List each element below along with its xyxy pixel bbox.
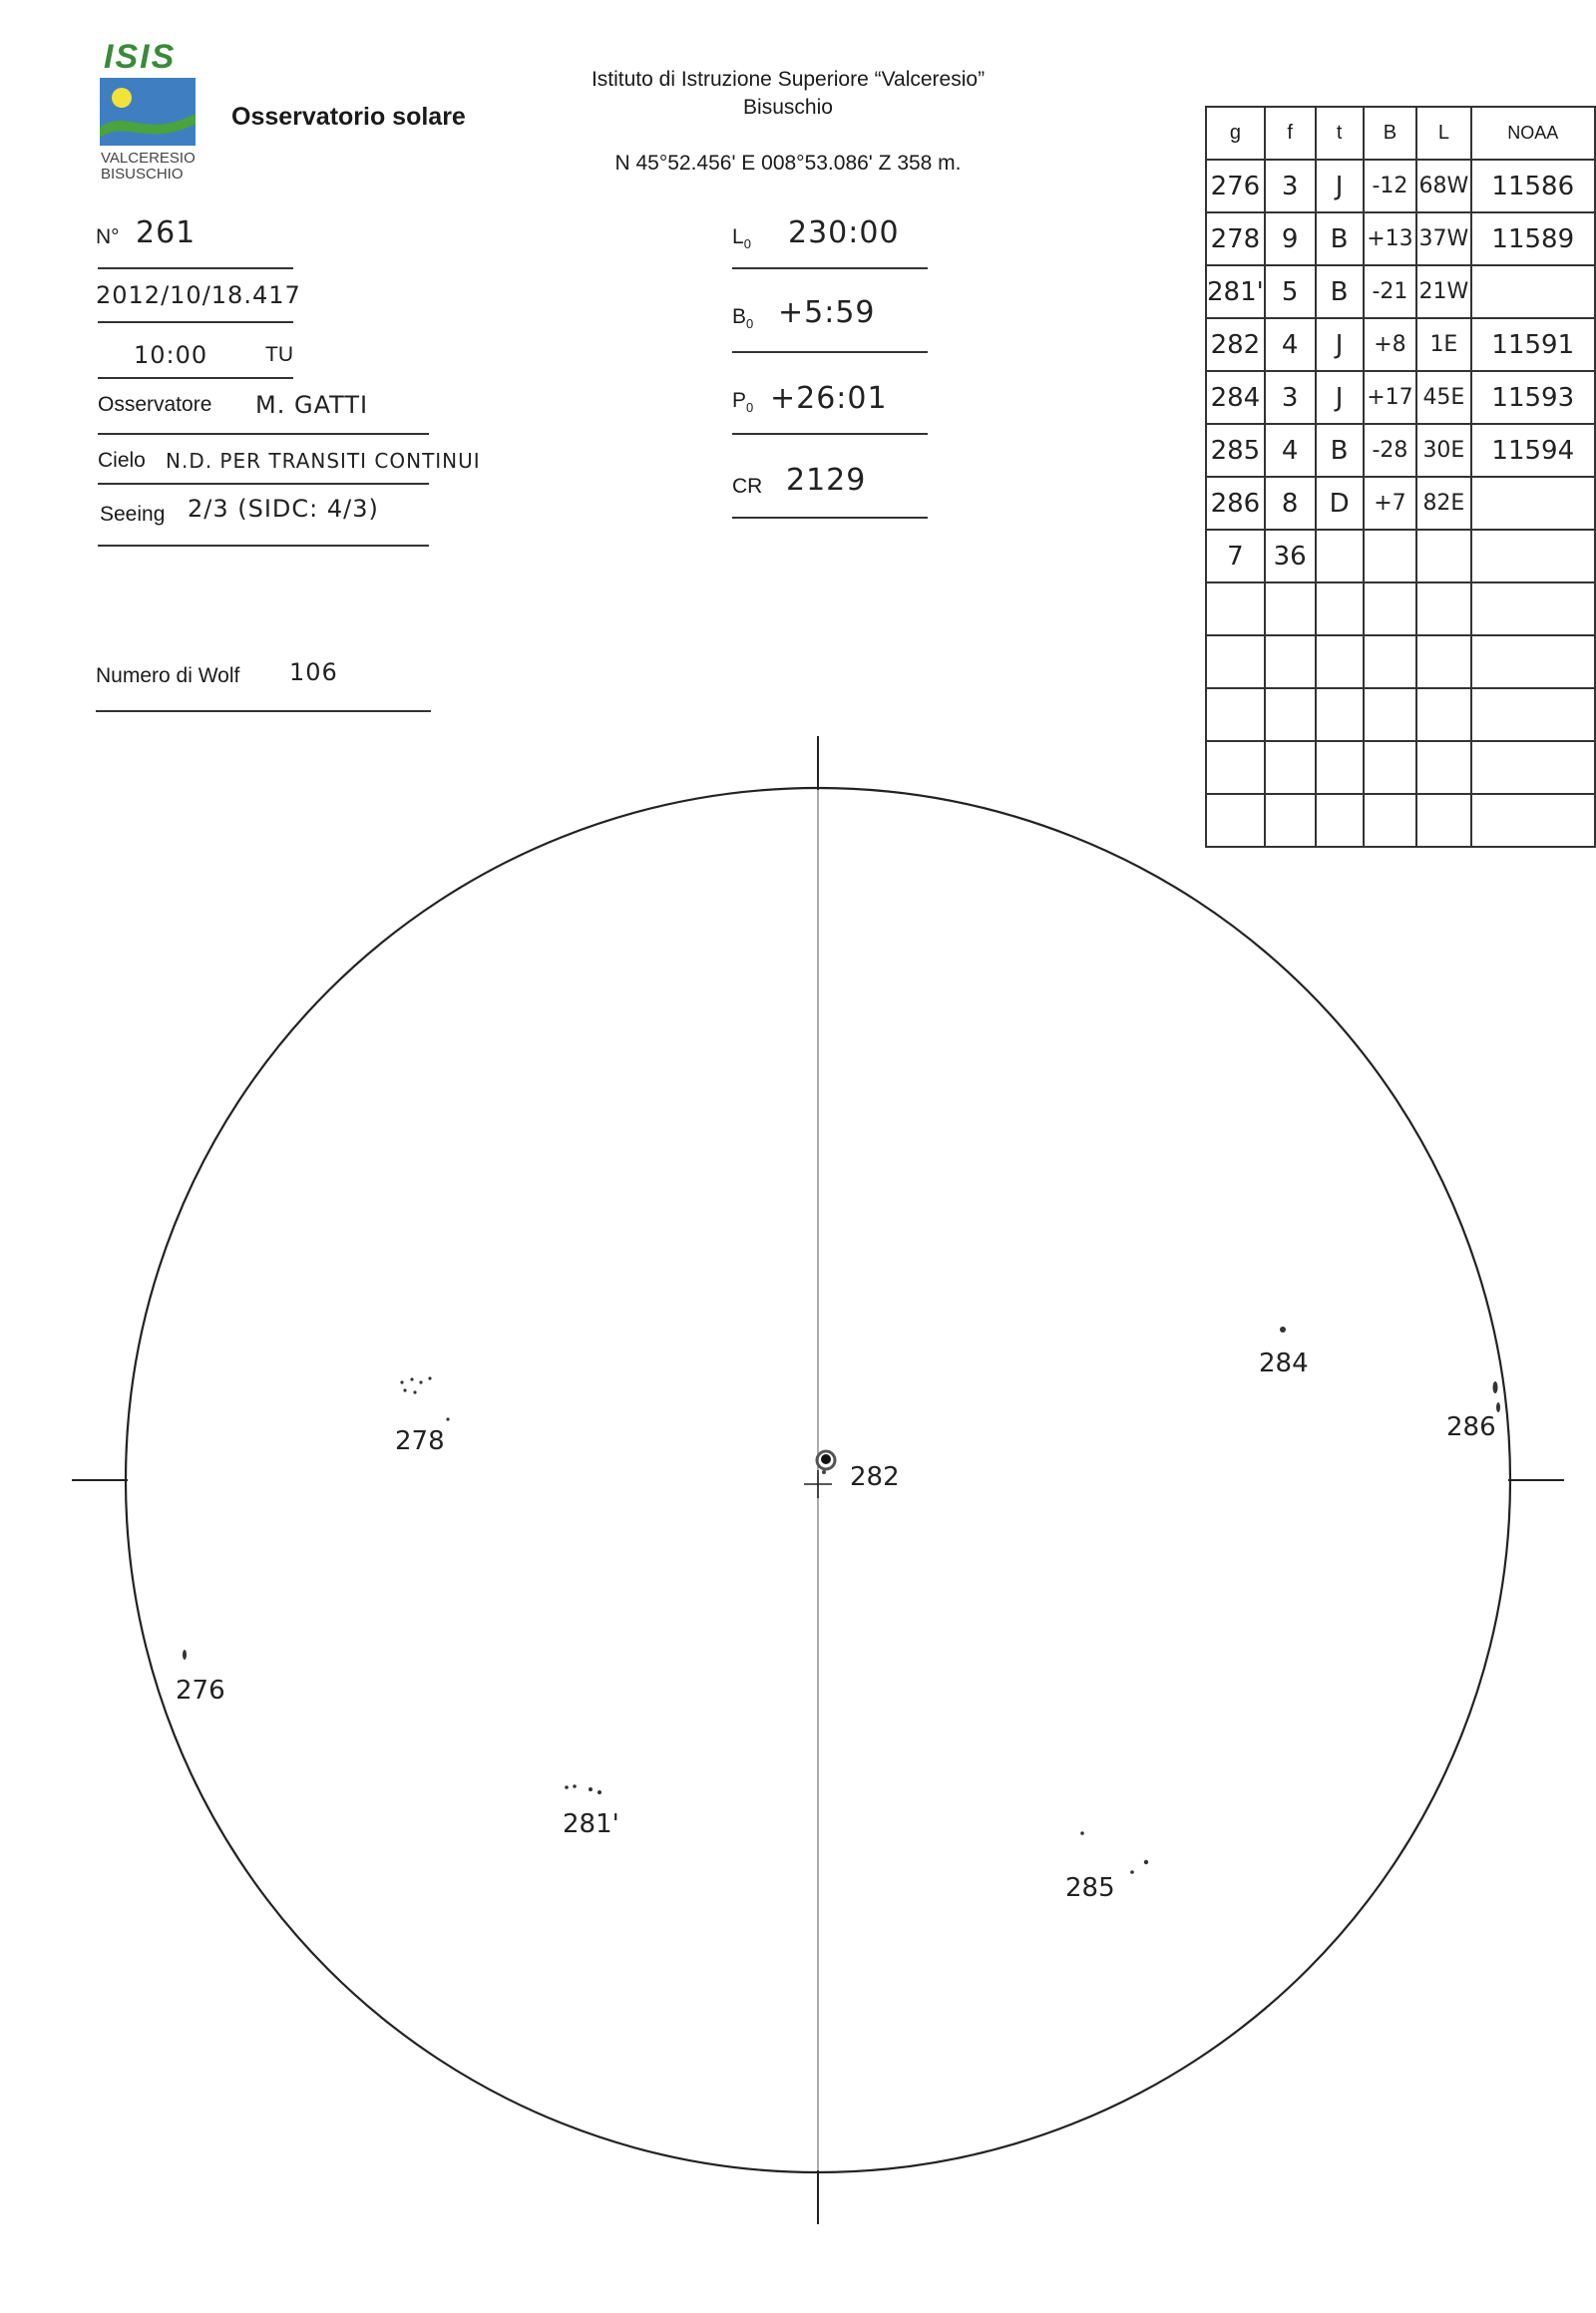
cell-t: B (1316, 265, 1364, 318)
cell-l: 30E (1416, 424, 1470, 477)
cell-b: -21 (1364, 265, 1417, 318)
cr-label: CR (732, 475, 763, 498)
disk-label-285: 285 (1065, 1873, 1115, 1903)
sunspot-group-284 (1280, 1327, 1286, 1333)
l0-label: $L_0$ (732, 225, 751, 252)
number-value: 261 (136, 215, 197, 250)
institute-name: Istituto di Istruzione Superiore “Valceresio” (591, 68, 986, 91)
cell-g: 286 (1206, 477, 1265, 530)
cell-f: 36 (1265, 530, 1316, 582)
cell-f: 5 (1265, 265, 1316, 318)
cell-f: 9 (1265, 212, 1316, 265)
header-noaa: NOAA (1471, 107, 1595, 160)
sky-label: Cielo (98, 449, 146, 472)
p0-value: +26:01 (770, 381, 888, 416)
cr-value: 2129 (786, 463, 867, 498)
observer-value: M. GATTI (255, 391, 369, 419)
cell-t: B (1316, 212, 1364, 265)
seeing-label: Seeing (100, 503, 166, 526)
sunspot-group-281 (565, 1784, 601, 1794)
cell-b: +17 (1364, 371, 1417, 424)
disk-label-282: 282 (850, 1462, 900, 1492)
cell-t: J (1316, 371, 1364, 424)
cell-b: +8 (1364, 318, 1417, 371)
cell-b: +7 (1364, 477, 1417, 530)
sunspot-group-278 (400, 1376, 449, 1420)
cell-f: 8 (1265, 477, 1316, 530)
logo-brand-text: ISIS (104, 38, 177, 76)
cell-f: 3 (1265, 160, 1316, 212)
sunspot-group-276 (183, 1650, 187, 1660)
cell-g: 282 (1206, 318, 1265, 371)
cell-t: D (1316, 477, 1364, 530)
disk-label-286: 286 (1446, 1412, 1496, 1442)
cell-t: J (1316, 160, 1364, 212)
time-unit: TU (265, 343, 293, 366)
header-f: f (1265, 107, 1316, 160)
observatory-coordinates: N 45°52.456' E 008°53.086' Z 358 m. (614, 152, 962, 175)
p0-label: $P_0$ (732, 389, 754, 416)
cell-g: 284 (1206, 371, 1265, 424)
logo-text-valceresio: VALCERESIO (101, 150, 196, 167)
sky-value: N.D. PER TRANSITI CONTINUI (166, 449, 481, 473)
cell-l: 82E (1416, 477, 1470, 530)
cell-noaa: 11594 (1471, 424, 1595, 477)
cell-f: 3 (1265, 371, 1316, 424)
cell-f: 4 (1265, 318, 1316, 371)
seeing-value: 2/3 (SIDC: 4/3) (188, 495, 379, 523)
disk-label-281: 281' (563, 1809, 619, 1839)
cell-g: 278 (1206, 212, 1265, 265)
cell-f: 4 (1265, 424, 1316, 477)
cell-noaa: 11586 (1471, 160, 1595, 212)
cell-l: 1E (1416, 318, 1470, 371)
header-t: t (1316, 107, 1364, 160)
cell-noaa: 11591 (1471, 318, 1595, 371)
cell-noaa: 11589 (1471, 212, 1595, 265)
cell-l: 68W (1416, 160, 1470, 212)
cell-g: 7 (1206, 530, 1265, 582)
cell-g: 276 (1206, 160, 1265, 212)
sunspot-group-282 (817, 1451, 835, 1474)
logo-text-bisuschio: BISUSCHIO (101, 166, 184, 183)
time-value: 10:00 (134, 341, 208, 369)
cell-l: 45E (1416, 371, 1470, 424)
cell-t: B (1316, 424, 1364, 477)
cell-noaa: 11593 (1471, 371, 1595, 424)
date-value: 2012/10/18.417 (96, 281, 301, 309)
l0-value: 230:00 (788, 215, 900, 250)
sunspot-group-285 (1080, 1831, 1148, 1874)
header-b: B (1364, 107, 1417, 160)
cell-g: 281' (1206, 265, 1265, 318)
sunspot-group-286 (1493, 1381, 1501, 1412)
wolf-number-value: 106 (289, 658, 338, 686)
disk-label-284: 284 (1259, 1349, 1309, 1378)
cell-l: 21W (1416, 265, 1470, 318)
observer-label: Osservatore (98, 393, 212, 416)
cell-b: +13 (1364, 212, 1417, 265)
observatory-title: Osservatorio solare (231, 103, 466, 131)
header-g: g (1206, 107, 1265, 160)
wolf-number-label: Numero di Wolf (96, 664, 240, 687)
disk-label-276: 276 (176, 1676, 225, 1706)
number-label: N° (96, 225, 120, 248)
b0-value: +5:59 (778, 295, 876, 330)
cell-b: -28 (1364, 424, 1417, 477)
institute-town: Bisuschio (743, 96, 833, 119)
b0-label: $B_0$ (732, 305, 754, 332)
cell-b: -12 (1364, 160, 1417, 212)
cell-g: 285 (1206, 424, 1265, 477)
cell-l: 37W (1416, 212, 1470, 265)
header-l: L (1416, 107, 1470, 160)
disk-label-278: 278 (395, 1426, 445, 1456)
cell-t: J (1316, 318, 1364, 371)
